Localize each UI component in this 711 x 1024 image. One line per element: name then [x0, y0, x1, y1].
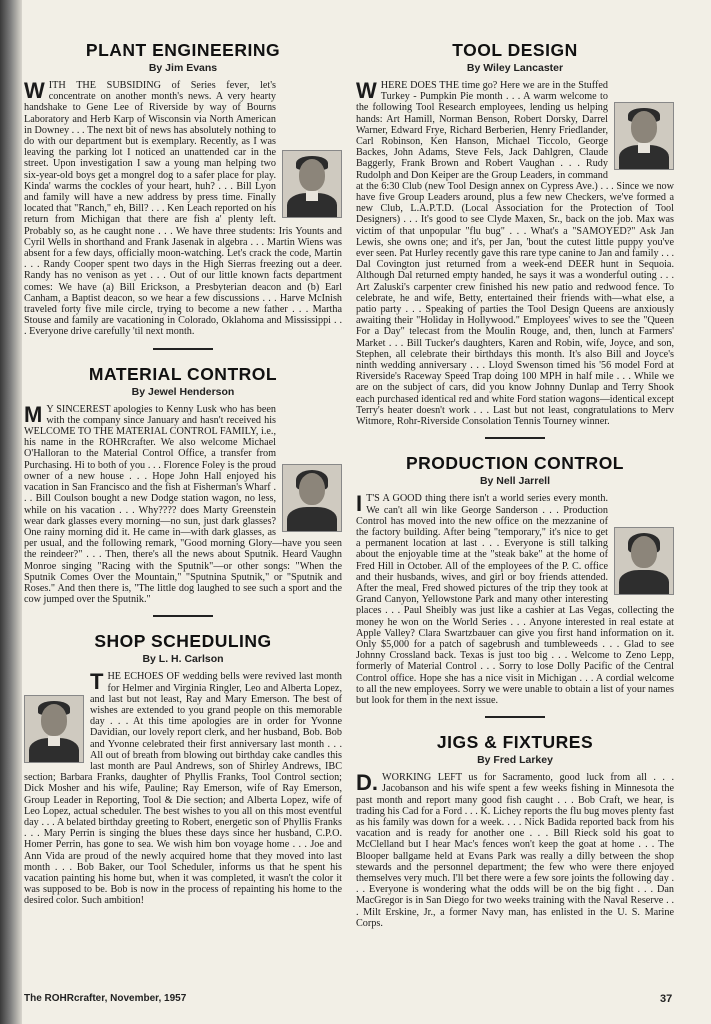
article-text: HE ECHOES OF wedding bells were revived last month for Helmer and Virginia Ringler, Leo and Alberta Lopez, and last but not least, Ray and Mary Emerson. The best of wishes are extended to you grand people on this memorable day . . . At this time apologies are in order for Yvonne Davidian, our lovely report clerk, and her husband, Bob. Bob and Yvonne celebrated their first anniversary last month . . . All out of breath from blowing out birthday cake candles this last month are Paul Andrews, son of Shirley Andrews, IBC section; Barbara Franks, daughter of Phyllis Franks, Tool Control section; Dick Mosher and his wife, Pauline; Ray Emerson, wife of Ray Emerson, Group Leader in Reporting, Tool & Die section; and Alberta Lopez, wife of Leo Lopez, actual scheduler. The best wishes to you all on this most eventful day . . . A belated birthday greeting to Robert, energetic son of Phyllis Franks . . . Mary Perrin is singing the blues these days since her husband, C.P.O. Homer Perrin, has gone to sea. We wish him bon voyage home . . . Joe and Ann Vida are proud of the newly acquired home that they moved into last month . . . Bob Baker, our Tool Scheduler, informs us that he spent his vacation painting his home but, when it was completed, it wasn't the color it was supposed to be. Bob is now in the process of repainting his home to the desired color. Such ambition!: [24, 671, 342, 907]
page-number: 37: [660, 993, 673, 1005]
photo-collar: [48, 736, 60, 746]
author-photo: [614, 102, 674, 170]
article-byline: By Fred Larkey: [477, 754, 553, 767]
article-text: ITH THE SUBSIDING of Series fever, let's concentrate on another month's news. A very hearty handshake to Gene Lee of Riverside by way of Bourns Laboratory and Herb Karp of Wisconsin via North American in Downey . . . The next bit of news has absolutely nothing to do with our department but is exemplary. Recently, as I was leaving the parking lot I noticed an unattended car in the street. Upon investigation I saw a young man helping two six-year-old boys get a mongrel dog to a safer place for play. Kinda' warms the cockles of your heart, huh? . . . Bill Lyon and family will have a new address by press time. Finally located that "Ranch," eh, Bill? . . . Ken Leach reported on his return from Michigan that there are fish a' plenty left. Probably so, as he caught none . . . We have three students: Iris Younts and Cyril Wells in shorthand and Frank Jasenak in algebra . . . Martin Wiens was absent for a few days, officially moon-watching. Let's crack the code, Martin . . . Randy Cooper spent two days in the High Sierras freezing out a deer. Randy has no venison as yet . . . Out of our little known facts department comes: We have (a) Bill Erickson, a Presbyterian deacon and (b) Earl Canham, a Baptist deacon, so we hear a few discussions . . . Harve McInish traveled forty five mile circle, trying to become a new father . . . Martha Stouse and family are vacationing in Colorado, Oklahoma and Mississippi . . . Everyone drive carefully 'til next month.: [24, 80, 342, 338]
photo-face: [631, 111, 657, 143]
author-photo: [282, 150, 342, 218]
drop-cap: D.: [356, 770, 378, 796]
drop-cap: M: [24, 401, 43, 427]
photo-face: [631, 536, 657, 568]
section-divider: [485, 716, 545, 718]
article-byline: By Nell Jarrell: [479, 475, 551, 488]
article-byline: By L. H. Carlson: [142, 653, 224, 666]
article-text: Y SINCEREST apologies to Kenny Lusk who has been with the company since January and hasn't received his WELCOME TO THE MATERIAL CONTROL FAMILY, i.e., his name in the ROHRcrafter. We also welcome Michael O'Halloran to the Material Control Office, a transfer from Purchasing. Hi to both of you . . . Florence Foley is the proud owner of a new house . . . Hope John Hall enjoyed his vacation in San Francisco and the fish at Fisherman's Wharf . . . Bill Coulson bought a new Dodge station wagon, no less, while on his vacation . . . Why???? does Marty Greenstein wear dark glasses every morning—no sun, just dark glasses? One rainy morning did it. He came in—with dark glasses, as per usual, and the following remark, "Good morning Glory—have you seen the reindeer?" . . . Then, there's all the news about Sputnik. Heard Vaughn Monroe singing "Racing with the Sputnik"—or other songs: "When the Sputnik Comes Over the Mountain," "Sputnina Sputnik," or "Sputnik and Roses." And then there is, "The little dog laughed to see such a sport and the cow jumped over the Sputnik.": [24, 403, 342, 606]
drop-cap: W: [24, 78, 45, 103]
photo-suit: [619, 570, 669, 595]
article-body: [24, 80, 342, 338]
article-text: HERE DOES THE time go? Here we are in the Stuffed Turkey - Pumpkin Pie month . . . A warm welcome to the following Tool Research employees, lending us helping hands: Art Hamill, Norman Benson, Robert Dorsky, Darrel Warner, Edward Frye, Richard Berberien, Henry Friedlander, Carl Robinson, Ken Hanson, Michael Ticcolo, George Backes, John Adams, Steve Fels, Jack Dahlgren, Claude Baggerly, Frank Brown and Robert Vaughan . . . Rudy Rudolph and Don Keiper are the Group Leaders, in command at the 6:30 Club (new Tool Design annex on Cypress Ave.) . . . Since we now have five Group Leaders around, plus a few new Checkers, we've formed a new Club, L.A.P.T.D. (Local Association for the Protection of Tool Designers) . . . It's good to see Clyde Maxen, Sr., back on the job. Max was victim of that unpopular "flu bug" . . . What's a "SAMOYED?" Ask Jan Lewis, she owns one; and it's, per Jan, 'bout the cutest little puppy you've ever seen. Pat Hurley recently gave this rare type canine to Jan and family . . . Dal Covington just returned from a week-end DEER hunt in Sequoia. Although Dal returned empty handed, he says it was a wonderful outing . . . Art Zaluski's carpenter crew finished his new patio and redwood fence. To celebrate, he and wife, Betty, entertained their friends with—what else, a patio party . . . Speaking of parties the Tool Design Queens are anxiously awaiting their "Holiday in Hollywood." Employees' wives to see the "Queen For a Day" telecast from the Moulin Rouge, and, then, lunch at Farmers' Market . . . Bill Tucker's daughters, Karen and Robin, wife, Joyce, and son, Stephen, all celebrate their birthdays this month. It's also Bill and Joyce's ninth wedding anniversary . . . Lloyd Swenson timed his '56 model Ford at Riverside's Raceway Speed Trap doing 100 MPH in half mile . . . While we are on the subject of cars, did you know Johnny Dunlap and Terry Shook each purchased identical red and white Ford station wagons—identical except Terry's heater doesn't work . . . Last but not least, congratulations to Merv Witmore, Rohr-Riverside Consolation Tennis Tourney winner.: [356, 80, 674, 428]
left-column: [24, 40, 342, 907]
article-body: [24, 671, 342, 906]
drop-cap: W: [356, 78, 377, 103]
drop-cap: T: [90, 669, 104, 695]
article-body: [356, 80, 674, 427]
author-photo: [282, 464, 342, 532]
article-heading: JIGS & FIXTURES: [436, 732, 594, 753]
shop-scheduling-article: [24, 631, 342, 906]
right-column: [356, 40, 674, 929]
article-heading: SHOP SCHEDULING: [94, 631, 272, 652]
binding-spine: [0, 0, 22, 1024]
photo-collar: [306, 191, 318, 201]
photo-collar: [638, 143, 650, 153]
article-heading: MATERIAL CONTROL: [88, 363, 278, 384]
section-divider: [153, 348, 213, 350]
article-body: [356, 772, 674, 929]
plant-engineering-article: [24, 40, 342, 338]
article-body: [356, 493, 674, 706]
section-divider: [153, 615, 213, 617]
author-photo: [614, 527, 674, 595]
production-control-article: [356, 453, 674, 706]
material-control-article: [24, 364, 342, 606]
article-byline: By Wiley Lancaster: [466, 62, 564, 74]
photo-suit: [287, 507, 337, 532]
article-body: [24, 401, 342, 606]
article-heading: PLANT ENGINEERING: [85, 40, 281, 60]
article-byline: By Jim Evans: [148, 62, 218, 74]
tool-design-article: [356, 40, 674, 427]
jigs-fixtures-article: [356, 732, 674, 929]
article-text: T'S A GOOD thing there isn't a world series every month. We can't all win like George Sanderson . . . Production Control has moved into the new office on the mezzanine of the factory building. After being "temporary," it's nice to get a permanent location at last . . . Everyone is still talking about the enjoyable time at the "steak bake" at the home of Fred Hill in October. All of the employees of the P. C. office and their husbands, wives, and girl or boy friends attended. After the meal, Fred showed pictures of the trip they took at Grand Canyon, Yellowstone Park and many other interesting places . . . Paul Sheibly was just like a cashier at Las Vegas, collecting the money he won on the World Series . . . Anyone interested in real estate at Apple Valley? Clara Swartzbauer can give you first hand information on it. Only $5,000 for a patch of sagebrush and tumbleweeds . . . Glad to see Johnny Crossland back. Texas is just too big . . . Welcome to Zeno Lepp, formerly of Material Control . . . Sorry to lose Dolly Pacific of the Central Control office. Hope she has a nice visit in Michigan . . . A cordial welcome to all the new employees. Sorry we were unable to obtain a list of your names but look for them in the next issue.: [356, 493, 674, 706]
photo-face: [299, 473, 325, 505]
photo-face: [41, 704, 67, 736]
article-byline: By Jewel Henderson: [131, 385, 235, 398]
article-heading: TOOL DESIGN: [452, 40, 578, 60]
article-text: WORKING LEFT us for Sacramento, good luck from all . . . Jacobanson and his wife spent a few weeks fishing in Minnesota the past month and report many good fish caught . . . Bob Craft, we hear, is trading his Cad for a Ford . . . K. Lichey reports the flu bug moves plenty fast as his family was down for a week. . . . Nick Badida reported back from his vacation and is ready for another one . . . Bill Rieck sold his goat to McClelland but I hear Mac's fences won't keep the goat at home . . . The Blooper ballgame held at Evans Park was really a dilly between the shop stewards and the personnel department; the few who were there enjoyed themselves very much. I'll bet there were a few sore joints the following day . . . Everyone is wondering what the odds will be on the big fight . . . Dan MacGregor is in San Diego for two weeks training with the Naval Reserve . . . Milt Erskine, Jr., a former Navy man, has enlisted in the U. S. Marine Corps.: [356, 772, 674, 929]
author-photo: [24, 695, 84, 763]
publication-footer: The ROHRcrafter, November, 1957: [24, 993, 187, 1004]
article-heading: PRODUCTION CONTROL: [405, 453, 625, 474]
drop-cap: I: [356, 491, 363, 517]
photo-face: [299, 159, 325, 191]
section-divider: [485, 437, 545, 439]
